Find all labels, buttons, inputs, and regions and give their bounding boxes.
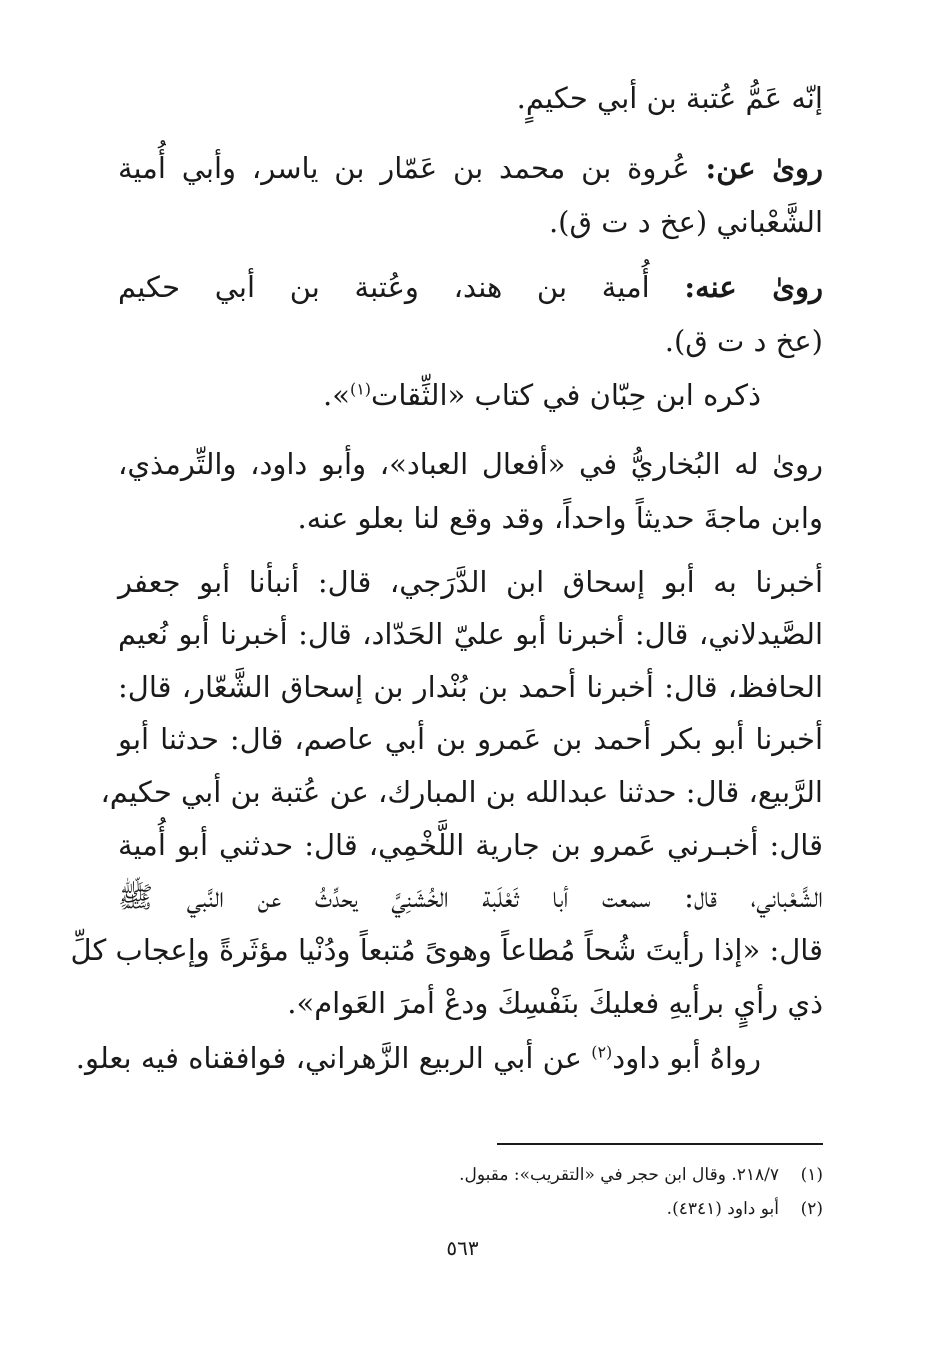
page-number: ٥٦٣ <box>446 1236 479 1260</box>
narrated-by-label: روىٰ عنه: <box>684 270 823 304</box>
text: ذكره ابن حِبّان في كتاب «الثِّقات <box>371 378 761 412</box>
text: ». <box>322 378 350 412</box>
text: عُروة بن محمد بن عَمّار بن ياسر، وأبي أُمية <box>118 151 690 185</box>
text: الصَّيدلاني، قال: أخبرنا أبو عليّ الحَدّاد، قال: أخبرنا أبو نُعيم <box>118 617 823 651</box>
footnote-number: (٢) <box>800 1199 823 1219</box>
narrated-from-label: روىٰ عن: <box>705 151 824 185</box>
footnote-text: أبو داود (٤٣٤١). <box>666 1199 779 1219</box>
text: (عخ د ت ق). <box>664 324 823 358</box>
text: عن أبي الربيع الزَّهراني، فوافقناه فيه بعلو. <box>75 1041 592 1075</box>
text: أخبرنا به أبو إسحاق ابن الدَّرَجي، قال: أنبأنا أبو جعفر <box>118 565 823 599</box>
text: قال: «إذا رأيتَ شُحاً مُطاعاً وهوىً مُتبعاً ودُنْيا مؤثَرةً وإعجاب كلِّ <box>70 933 823 967</box>
text: رواهُ أبو داود <box>612 1041 761 1075</box>
text-line <box>100 772 823 816</box>
text: الرَّبيع، قال: حدثنا عبدالله بن المبارك، عن عُتبة بن أبي حكيم، <box>100 775 823 809</box>
footnote-number: (١) <box>800 1165 823 1185</box>
text: أخبرنا أبو بكر أحمد بن عَمرو بن أبي عاصم، قال: حدثنا أبو <box>118 722 823 756</box>
footnote <box>118 1162 823 1188</box>
text: الشَّعْباني (عخ د ت ق). <box>548 205 823 239</box>
text-line <box>118 562 823 606</box>
footnote-text: ٢١٨/٧. وقال ابن حجر في «التقريب»: مقبول. <box>459 1165 779 1185</box>
narrated-by-line <box>118 267 823 311</box>
text-line <box>118 498 823 542</box>
text-line <box>118 614 823 658</box>
footnote-separator <box>497 1143 823 1145</box>
text: أُمية بن هند، وعُتبة بن أبي حكيم <box>118 270 650 304</box>
text-line <box>75 1038 761 1082</box>
text: الحافظ، قال: أخبرنا أحمد بن بُنْدار بن إسحاق الشَّعّار، قال: <box>118 670 823 704</box>
text-line <box>118 983 823 1027</box>
page-body <box>70 0 824 1349</box>
text-line <box>118 444 823 488</box>
text: روىٰ له البُخاريُّ في «أفعال العباد»، وأبو داود، والتِّرمذي، <box>118 447 823 481</box>
text: الشَّعْباني، قال: سمعت أبا ثَعْلَبة الخُشَنِيَّ يحدِّثُ عن النَّبي ﷺ <box>118 880 823 914</box>
text-line <box>118 719 823 763</box>
text-line <box>70 930 823 974</box>
text-line <box>118 877 823 921</box>
text-line <box>118 202 823 246</box>
text-line <box>118 375 761 419</box>
footnote-marker: (١) <box>349 379 372 399</box>
text-line <box>118 825 823 869</box>
text-line <box>118 78 823 122</box>
text-line <box>118 321 823 365</box>
text: قال: أخبـرني عَمرو بن جارية اللَّخْمِي، قال: حدثني أبو أُمية <box>118 828 823 862</box>
text: إنّه عَمُّ عُتبة بن أبي حكيمٍ. <box>516 81 823 115</box>
text: وابن ماجةَ حديثاً واحداً، وقد وقع لنا بعلو عنه. <box>297 501 823 535</box>
footnote-marker: (٢) <box>591 1042 613 1062</box>
narrated-from-line <box>118 148 823 192</box>
text-line <box>118 667 823 711</box>
footnote <box>118 1196 823 1222</box>
text: ذي رأيٍ برأيهِ فعليكَ بنَفْسِكَ ودعْ أمرَ العَوام». <box>287 986 823 1020</box>
